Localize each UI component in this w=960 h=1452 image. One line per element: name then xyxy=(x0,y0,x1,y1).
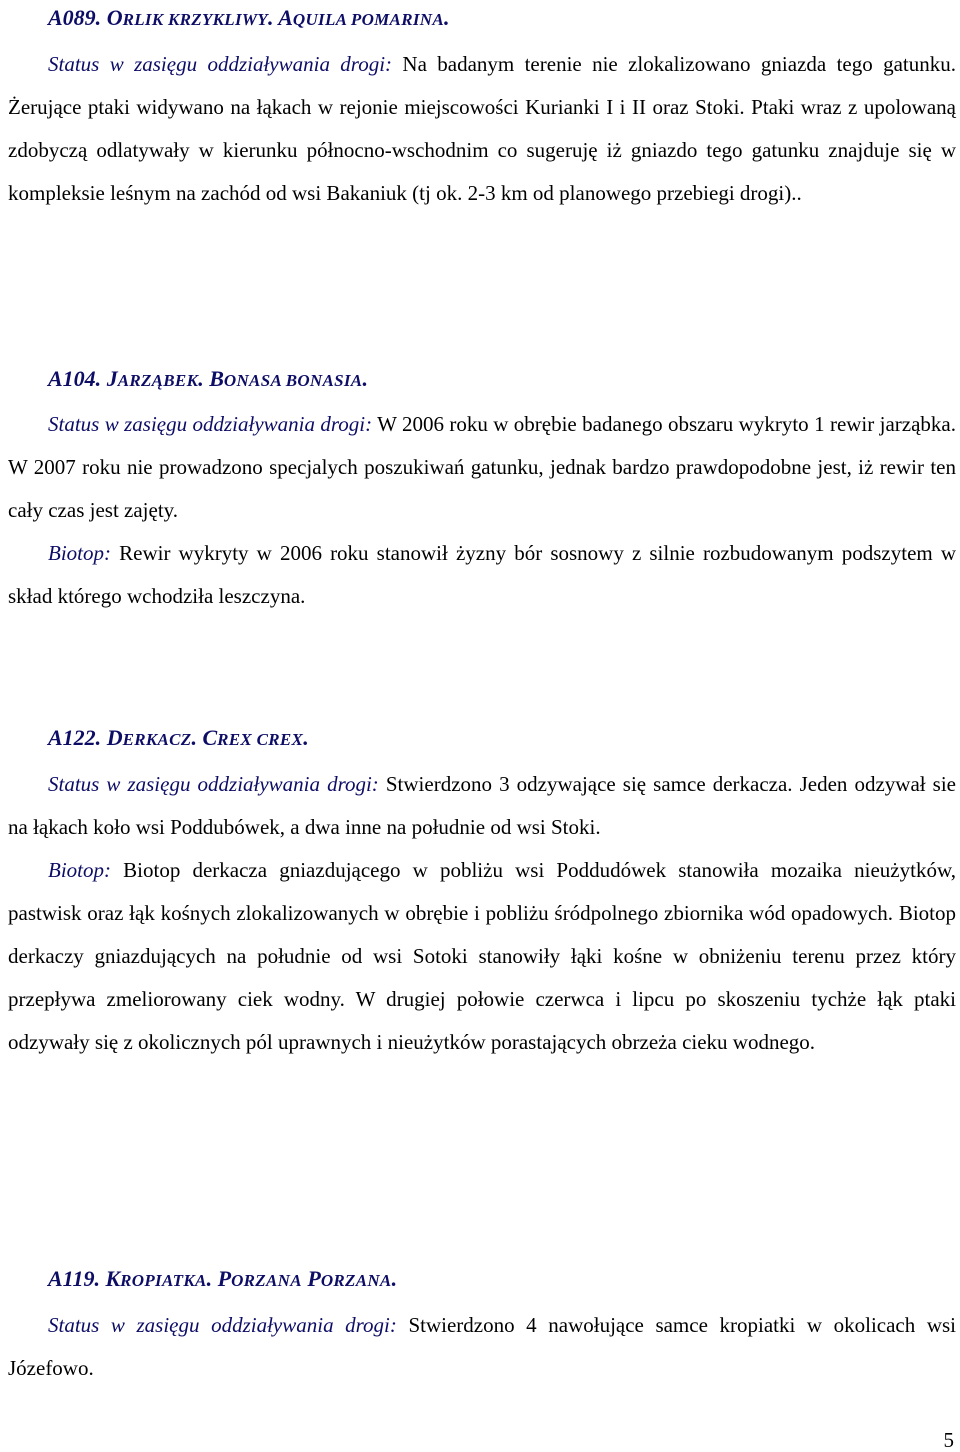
species-section-a089 xyxy=(8,3,956,215)
status-label: Status w zasięgu oddziaływania drogi: xyxy=(48,772,379,796)
status-paragraph xyxy=(8,763,956,849)
status-text: Na badanym terenie nie zlokalizowano gniazda tego gatunku. Żerujące ptaki widywano na łąkach w rejonie miejscowości Kurianki I i II oraz Stoki. Ptaki wraz z upolowaną zdobyczą odlatywały w kierunku północno-wschodnim co sugeruję iż gniazdo tego gatunku znajduje się w kompleksie leśnym na zachód od wsi Bakaniuk (tj ok. 2-3 km od planowego przebiegi drogi).. xyxy=(8,52,957,205)
status-paragraph xyxy=(8,403,956,532)
status-label: Status w zasięgu oddziaływania drogi: xyxy=(48,412,373,436)
species-heading: A119. KROPIATKA. PORZANA PORZANA. xyxy=(48,1266,398,1291)
status-label: Status w zasięgu oddziaływania drogi: xyxy=(48,1313,397,1337)
biotop-paragraph xyxy=(8,849,956,1064)
species-section-a104 xyxy=(8,364,956,618)
biotop-text: Rewir wykryty w 2006 roku stanowił żyzny bór sosnowy z silnie rozbudowanym podszytem w skład którego wchodziła leszczyna. xyxy=(8,541,956,608)
status-label: Status w zasięgu oddziaływania drogi: xyxy=(48,52,393,76)
biotop-text: Biotop derkacza gniazdującego w pobliżu wsi Poddudówek stanowiła mozaika nieużytków, pastwisk oraz łąk kośnych zlokalizowanych w obrębie i pobliżu śródpolnego zbiornika wód opadowych. Biotop derkaczy gniazdujących na południe od wsi Sotoki stanowiły łąki kośne w obniżeniu terenu przez który przepływa zmeliorowany ciek wodny. W drugiej połowie czerwca i lipcu po skoszeniu tychże łąk ptaki odzywały się z okolicznych pól uprawnych i nieużytków porastających obrzeża cieku wodnego. xyxy=(8,858,957,1054)
page-number: 5 xyxy=(943,1428,954,1452)
species-heading: A122. DERKACZ. CREX CREX. xyxy=(48,725,309,750)
status-text: Stwierdzono 4 nawołujące samce kropiatki w okolicach wsi Józefowo. xyxy=(8,1313,956,1380)
status-paragraph xyxy=(8,1304,956,1390)
biotop-label: Biotop: xyxy=(48,541,111,565)
biotop-paragraph xyxy=(8,532,956,618)
species-section-a119 xyxy=(8,1264,956,1390)
species-heading: A104. JARZĄBEK. BONASA BONASIA. xyxy=(48,366,368,391)
biotop-label: Biotop: xyxy=(48,858,111,882)
status-text: Stwierdzono 3 odzywające się samce derkacza. Jeden odzywał sie na łąkach koło wsi Poddubówek, a dwa inne na południe od wsi Stoki. xyxy=(8,772,957,839)
species-heading: A089. ORLIK KRZYKLIWY. AQUILA POMARINA. xyxy=(48,5,450,30)
status-paragraph xyxy=(8,43,956,215)
species-section-a122 xyxy=(8,723,956,1064)
status-text: W 2006 roku w obrębie badanego obszaru wykryto 1 rewir jarząbka. W 2007 roku nie prowadzono specjalych poszukiwań gatunku, jednak bardzo prawdopodobne jest, iż rewir ten cały czas jest zajęty. xyxy=(8,412,957,522)
